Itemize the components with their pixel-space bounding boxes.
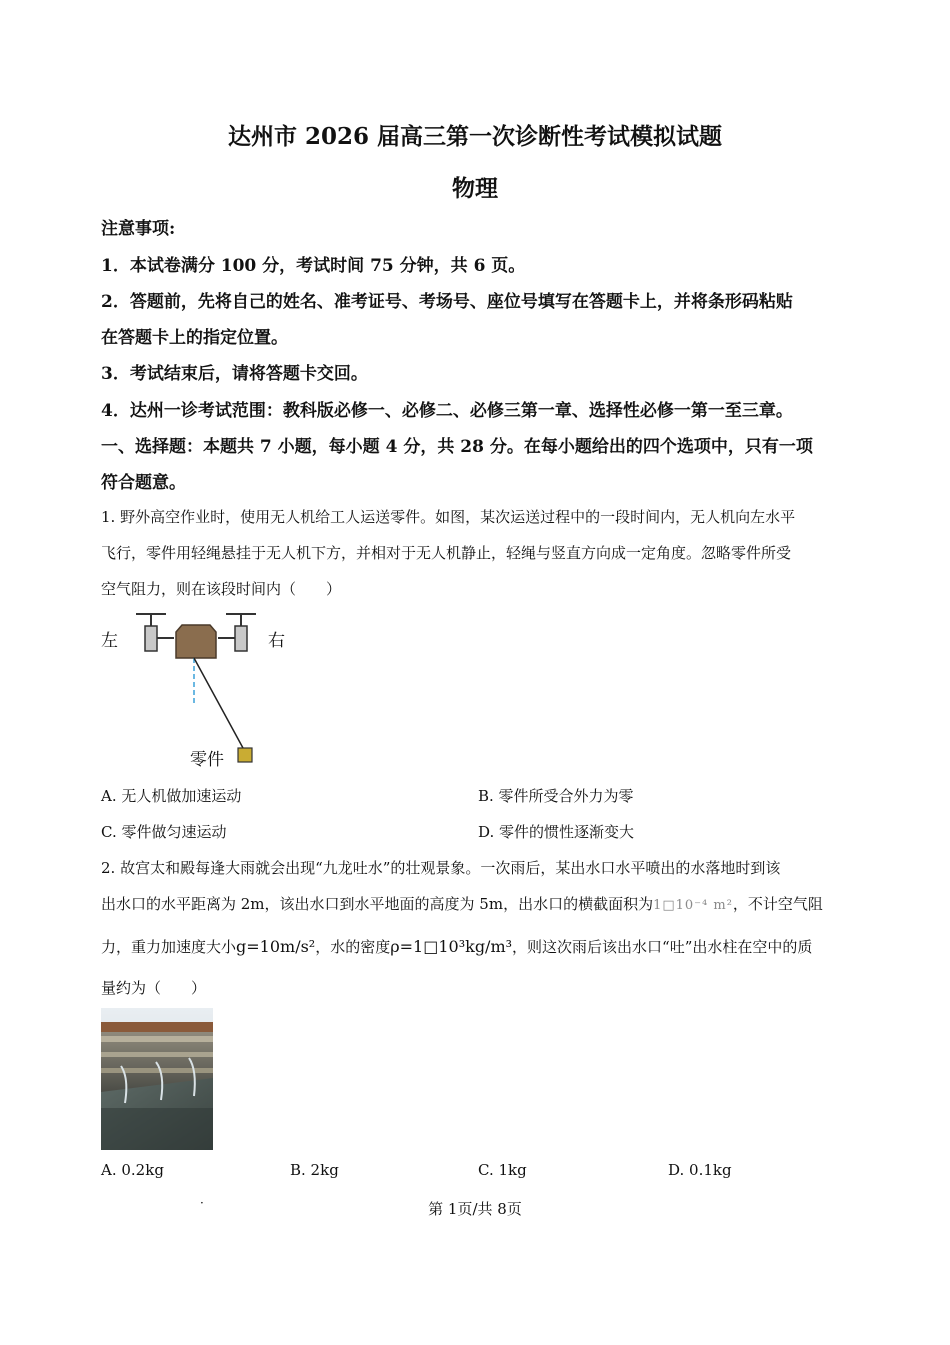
footer-mark: · — [200, 1196, 204, 1210]
gravity-formula: g=10m/s² — [236, 937, 316, 956]
question-1-text: 1. 野外高空作业时，使用无人机给工人运送零件。如图，某次运送过程中的一段时间内，无人机向左水平 — [101, 508, 796, 526]
question-2-text: 2. 故宫太和殿每逢大雨就会出现“九龙吐水”的壮观景象。一次雨后，某出水口水平喷出的水落地时到该 — [101, 859, 781, 877]
label-right: 右 — [268, 631, 285, 651]
question-2-text — [101, 893, 858, 914]
note-item: 在答题卡上的指定位置。 — [101, 328, 288, 348]
question-2-text: 量约为（ ） — [101, 979, 207, 997]
drone-body — [176, 625, 216, 658]
question-2-text — [101, 936, 858, 957]
note-item: 3．考试结束后，请将答题卡交回。 — [101, 364, 368, 384]
question-1-text: 飞行，零件用轻绳悬挂于无人机下方，并相对于无人机静止，轻绳与竖直方向成一定角度。忽略零件所受 — [101, 544, 792, 562]
dragon-spout-photo — [101, 1008, 213, 1150]
notes-heading: 注意事项: — [101, 219, 176, 239]
cross-section-area: 1□10⁻⁴ m² — [653, 898, 733, 913]
note-item: 4．达州一诊考试范围：教科版必修一、必修二、必修三第一章、选择性必修一第一至三章。 — [101, 401, 793, 421]
label-left: 左 — [101, 631, 118, 651]
section-heading-cont: 符合题意。 — [101, 473, 186, 493]
subject-title: 物理 — [452, 175, 498, 202]
q2-option-d: D. 0.1kg — [668, 1161, 732, 1179]
q2-text-part: ，则这次雨后该出水口“吐”出水柱在空中的质 — [512, 938, 813, 956]
q2-text-part: 出水口的水平距离为 2m，该出水口到水平地面的高度为 5m，出水口的横截面积为 — [101, 895, 654, 913]
q1-option-b: B. 零件所受合外力为零 — [478, 787, 634, 805]
note-item: 2．答题前，先将自己的姓名、准考证号、考场号、座位号填写在答题卡上，并将条形码粘贴 — [101, 292, 793, 312]
q2-option-c: C. 1kg — [478, 1161, 527, 1179]
q2-option-a: A. 0.2kg — [101, 1161, 164, 1179]
density-formula: ρ=1□10³kg/m³ — [390, 937, 513, 956]
exam-title: 达州市 2026 届高三第一次诊断性考试模拟试题 — [227, 123, 723, 150]
q2-text-part: ，水的密度 — [315, 938, 391, 956]
q1-option-c: C. 零件做匀速运动 — [101, 823, 227, 841]
rope — [194, 658, 243, 748]
label-part: 零件 — [190, 750, 224, 770]
q2-option-b: B. 2kg — [290, 1161, 339, 1179]
photo-illustration — [101, 1008, 213, 1150]
q2-text-part: 力，重力加速度大小 — [101, 938, 237, 956]
q2-text-part: ，不计空气阻 — [732, 895, 823, 913]
q1-option-a: A. 无人机做加速运动 — [101, 787, 242, 805]
section-heading: 一、选择题：本题共 7 小题，每小题 4 分，共 28 分。在每小题给出的四个选项中，只有一项 — [101, 437, 813, 457]
page-number: 第 1页/共 8页 — [428, 1200, 522, 1218]
note-item: 1．本试卷满分 100 分，考试时间 75 分钟，共 6 页。 — [101, 256, 526, 276]
question-1-text: 空气阻力，则在该段时间内（ ） — [101, 580, 342, 598]
q1-option-d: D. 零件的惯性逐渐变大 — [478, 823, 635, 841]
part-block — [238, 748, 252, 762]
